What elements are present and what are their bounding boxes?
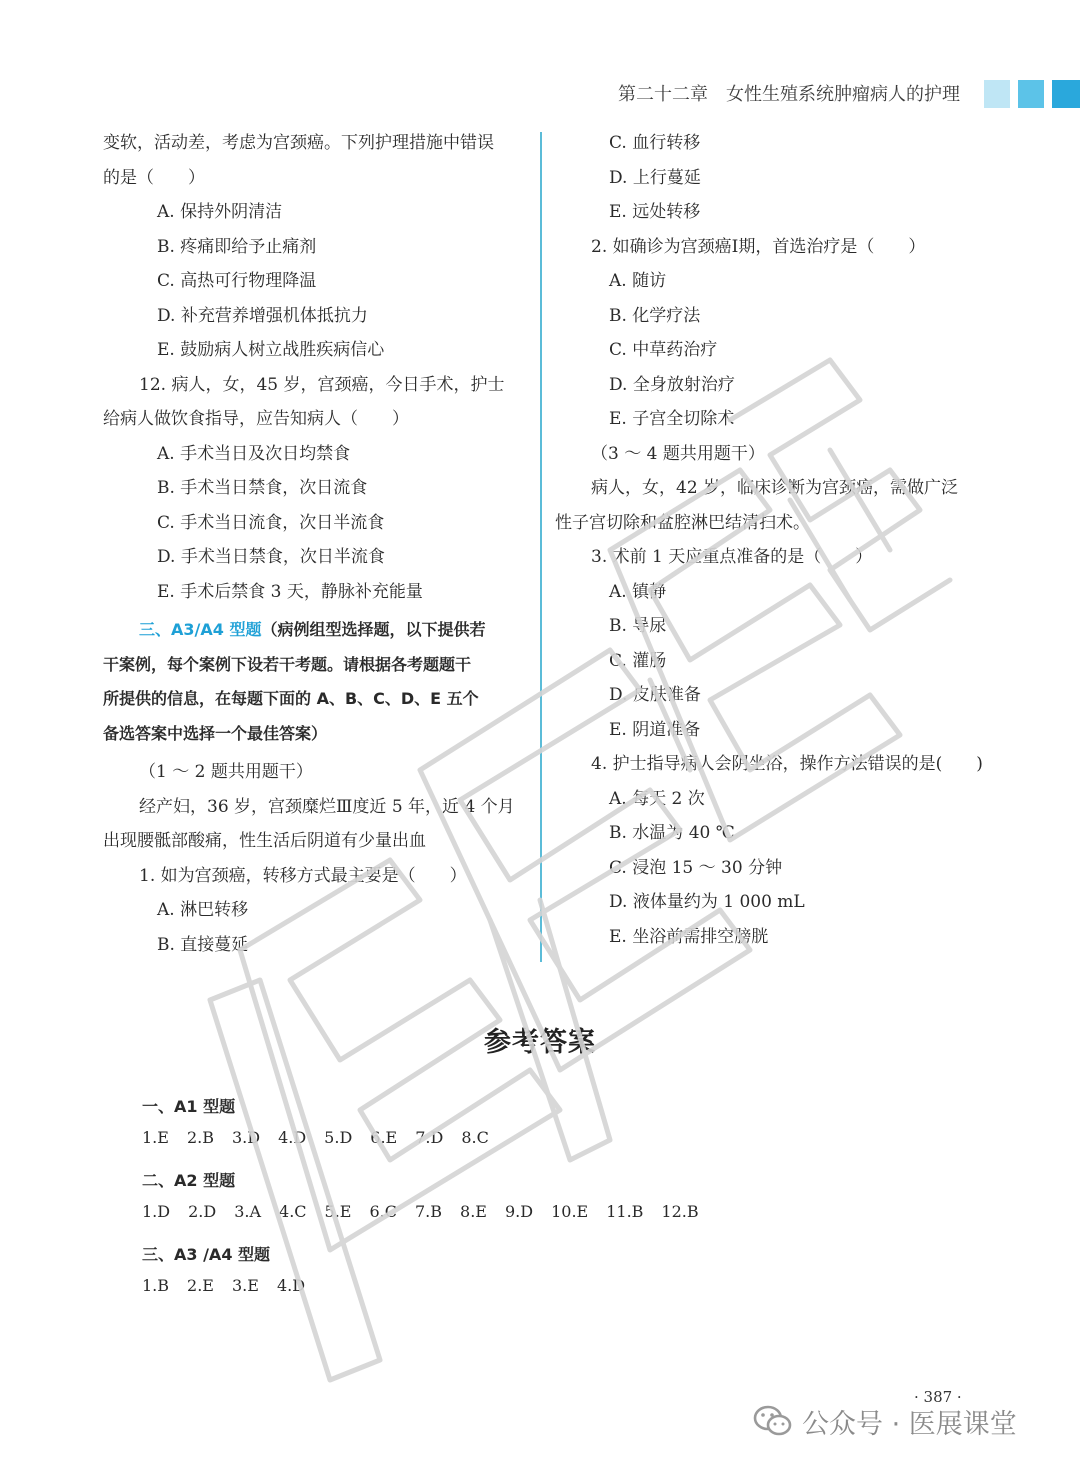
option-item: E. 手术后禁食 3 天，静脉补充能量: [157, 581, 423, 602]
option-item: D. 手术当日禁食，次日半流食: [157, 547, 385, 567]
option-item: D. 皮肤准备: [609, 685, 701, 705]
option-item: E. 鼓励病人树立战胜疾病信心: [157, 340, 385, 360]
option-item: E. 子宫全切除术: [609, 409, 735, 429]
answers-a2-row: [142, 1202, 717, 1221]
answers-a3-row: [142, 1276, 323, 1295]
answer-item: 7.D: [415, 1128, 444, 1147]
case-text: 病人，女，42 岁，临床诊断为宫颈癌，需做广泛: [591, 478, 959, 498]
option-item: B. 疼痛即给予止痛剂: [157, 236, 317, 257]
option-item: B. 导尿: [609, 616, 667, 636]
option-item: A. 淋巴转移: [157, 900, 249, 920]
answer-item: 3.A: [234, 1202, 262, 1221]
answer-item: 2.D: [188, 1202, 217, 1221]
case-text: 性子宫切除和盆腔淋巴结清扫术。: [555, 512, 810, 533]
answer-item: 8.E: [460, 1202, 487, 1221]
option-item: C. 手术当日流食，次日半流食: [157, 512, 385, 533]
answers-heading: 二、A2 型题: [142, 1171, 236, 1190]
answer-item: 4.D: [276, 1276, 306, 1295]
answer-item: 9.D: [504, 1202, 534, 1221]
option-item: D. 全身放射治疗: [609, 374, 735, 395]
option-item: A. 每天 2 次: [609, 788, 705, 809]
answer-item: 11.B: [606, 1202, 644, 1221]
answers-a1-row: [142, 1128, 507, 1147]
option-item: C. 高热可行物理降温: [157, 271, 317, 291]
footer-text: 公众号 · 医展课堂: [802, 1408, 1017, 1440]
option-item: C. 血行转移: [609, 133, 701, 153]
section-heading-desc: 所提供的信息，在每题下面的 A、B、C、D、E 五个: [103, 689, 479, 708]
question-text: 的是（ ）: [103, 167, 205, 188]
answer-item: 6.C: [369, 1202, 397, 1221]
answer-item: 12.B: [661, 1202, 699, 1221]
option-item: C. 灌肠: [609, 650, 667, 671]
answers-heading: 三、A3 /A4 型题: [142, 1245, 271, 1264]
option-item: A. 镇静: [609, 581, 667, 602]
section-heading-desc: 备选答案中选择一个最佳答案）: [103, 723, 328, 743]
answer-item: 3.D: [231, 1128, 261, 1147]
question-text: 3. 术前 1 天应重点准备的是（ ）: [591, 547, 873, 567]
right-column: [555, 126, 985, 954]
question-text: 4. 护士指导病人会阴坐浴，操作方法错误的是( ): [591, 754, 983, 774]
case-label: （1 ～ 2 题共用题干）: [139, 762, 313, 782]
section-heading: [103, 613, 530, 648]
option-item: E. 坐浴前需排空膀胱: [609, 926, 769, 947]
option-item: A. 手术当日及次日均禁食: [157, 443, 351, 464]
case-text: 经产妇，36 岁，宫颈糜烂Ⅲ度近 5 年，近 4 个月: [139, 796, 515, 817]
option-item: B. 直接蔓延: [157, 934, 249, 955]
column-divider: [540, 132, 542, 962]
option-item: D. 补充营养增强机体抵抗力: [157, 305, 368, 326]
answer-item: 2.B: [186, 1128, 214, 1147]
answer-item: 7.B: [415, 1202, 443, 1221]
wechat-icon: [752, 1400, 794, 1442]
left-column: [103, 126, 530, 962]
answers-heading: 一、A1 型题: [142, 1097, 236, 1116]
answer-item: 4.D: [278, 1128, 307, 1147]
footer: [752, 1400, 1017, 1442]
answers-a2-heading: [142, 1168, 235, 1191]
header-accent-block: [984, 80, 1010, 108]
header-accent-block: [1052, 80, 1080, 108]
answer-item: 1.E: [142, 1128, 169, 1147]
answer-item: 4.C: [279, 1202, 307, 1221]
question-text: 1. 如为宫颈癌，转移方式最主要是（ ）: [139, 865, 467, 886]
section-heading-desc: 干案例，每个案例下设若干考题。请根据各考题题干: [103, 654, 472, 674]
answer-item: 2.E: [187, 1276, 214, 1295]
answer-item: 6.E: [370, 1128, 398, 1147]
option-item: A. 随访: [609, 271, 667, 291]
question-text: 给病人做饮食指导，应告知病人（ ）: [103, 409, 409, 429]
section-heading-desc: （病例组型选择题，以下提供若: [261, 620, 486, 639]
question-text: 2. 如确诊为宫颈癌Ⅰ期，首选治疗是（ ）: [591, 236, 926, 257]
option-item: B. 化学疗法: [609, 305, 701, 326]
option-item: E. 远处转移: [609, 202, 701, 222]
option-item: C. 中草药治疗: [609, 340, 718, 360]
answers-a1-heading: [142, 1094, 235, 1117]
header-accent-block: [1018, 80, 1044, 108]
option-item: D. 上行蔓延: [609, 167, 701, 188]
option-item: C. 浸泡 15 ～ 30 分钟: [609, 857, 783, 878]
question-text: 变软，活动差，考虑为宫颈癌。下列护理措施中错误: [103, 133, 494, 153]
answer-item: 8.C: [461, 1128, 489, 1147]
option-item: B. 水温为 40 ℃: [609, 823, 735, 843]
header-title: 第二十二章 女性生殖系统肿瘤病人的护理: [618, 84, 960, 105]
answers-title: 参考答案: [484, 1027, 596, 1058]
answer-item: 3.E: [231, 1276, 259, 1295]
option-item: B. 手术当日禁食，次日流食: [157, 478, 368, 498]
answer-item: 1.D: [142, 1202, 171, 1221]
answers-a3-heading: [142, 1242, 270, 1265]
option-item: D. 液体量约为 1 000 mL: [609, 892, 805, 912]
answer-item: 10.E: [551, 1202, 589, 1221]
case-label: （3 ～ 4 题共用题干）: [591, 443, 765, 464]
case-text: 出现腰骶部酸痛，性生活后阴道有少量出血: [103, 831, 426, 851]
answer-item: 1.B: [142, 1276, 170, 1295]
option-item: A. 保持外阴清洁: [157, 202, 283, 222]
question-text: 12. 病人，女，45 岁，宫颈癌，今日手术，护士: [139, 374, 505, 395]
option-item: E. 阴道准备: [609, 719, 701, 740]
page-number: · 387 ·: [914, 1388, 962, 1406]
section-heading-label: 三、A3/A4 型题: [139, 620, 262, 639]
answer-item: 5.E: [324, 1202, 352, 1221]
answer-item: 5.D: [324, 1128, 353, 1147]
